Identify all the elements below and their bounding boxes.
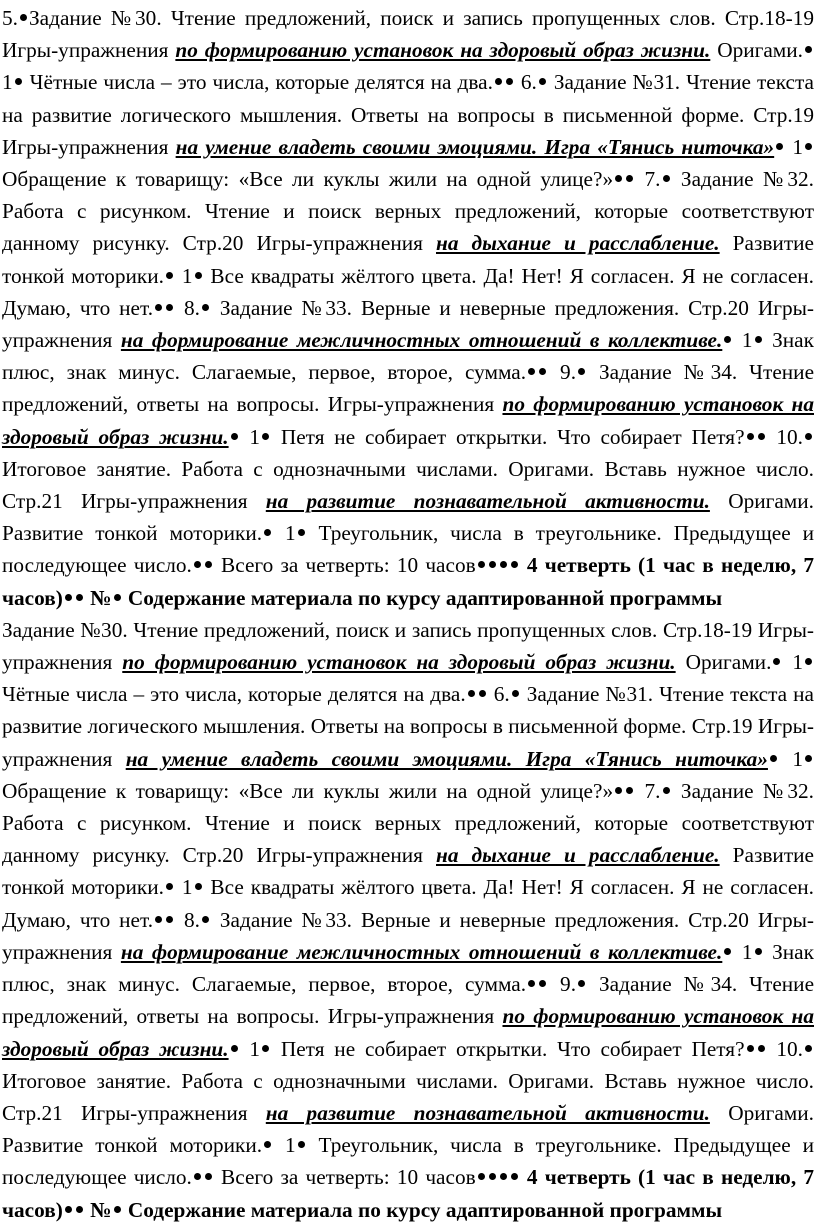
text-run: Задание №32. Работа с рисунком. Чтение и поиск верных предложений, которые соответствуют данному рисунку. Стр.20 Игры-упражнения [2,778,815,868]
bullet-dot-icon [805,46,812,53]
highlighted-topic: на формирование межличностных отношений в коллективе. [120,939,723,964]
bullet-dot-icon [805,1045,812,1052]
text-run: Всего за четверть: 10 часов [213,1165,476,1190]
text-run: 7. [635,778,661,803]
bullet-dot-icon [747,1045,754,1052]
text-run: Обращение к товарищу: «Все ли куклы жили на одной улице?» [2,778,614,803]
text-run: 1 [733,328,753,353]
text-run: Итоговое занятие. Работа с однозначными числами. Оригами. Вставь нужное число. Стр.21 Игры-упражнения [2,1068,814,1125]
text-run: 9. [548,360,577,385]
bullet-dot-icon [478,561,485,568]
bullet-dot-icon [489,1173,496,1180]
bullet-dot-icon [262,1045,269,1052]
text-run: Все квадраты жёлтого цвета. Да! Нет! Я согласен. Я не согласен. Думаю, что нет. [2,875,814,932]
text-run: 6. [487,682,510,707]
bullet-dot-icon [776,143,783,150]
bullet-dot-icon [202,916,209,923]
text-run: Обращение к товарищу: «Все ли куклы жили на одной улице?» [2,167,614,192]
text-run: Знак плюс, знак минус. Слагаемые, первое, второе, сумма. [2,328,814,385]
text-run: Развитие тонкой моторики. [2,231,814,288]
bullet-dot-icon [724,336,731,343]
text-run: Оригами. Развитие тонкой моторики. [2,489,815,546]
bullet-dot-icon [758,1045,765,1052]
text-run: 1 [174,875,193,900]
bullet-dot-icon [805,658,812,665]
bullet-dot-icon [770,755,777,762]
text-block-1 [2,2,814,614]
table-header-content: Содержание материала по курсу адаптированной программы [122,585,723,610]
bullet-dot-icon [539,980,546,987]
bullet-dot-icon [578,980,585,987]
bullet-dot-icon [506,78,513,85]
text-run: Задание №33. Верные и неверные предложения. Стр.20 Игры-упражнения [2,295,815,353]
text-run: 1 [273,1133,296,1158]
text-run: 1 [782,650,804,675]
bullet-dot-icon [194,1173,201,1180]
bullet-dot-icon [298,1141,305,1148]
text-run: 10. [766,1036,803,1061]
bullet-dot-icon [578,368,585,375]
bullet-dot-icon [539,368,546,375]
text-run: Знак плюс, знак минус. Слагаемые, первое, второе, сумма. [2,939,814,997]
table-header-number: № [84,585,112,610]
text-run: Все квадраты жёлтого цвета. Да! Нет! Я согласен. Я не согласен. Думаю, что нет. [2,263,814,320]
text-run: 1 [785,134,803,159]
bullet-dot-icon [15,78,22,85]
bullet-dot-icon [500,561,507,568]
bullet-dot-icon [724,948,731,955]
highlighted-topic: на развитие познавательной активности. [265,489,710,514]
bullet-dot-icon [166,916,173,923]
highlighted-topic: на умение владеть своими эмоциями. Игра «Тянись ниточка» [175,134,775,159]
text-run: Задание №31. Чтение текста на развитие логического мышления. Ответы на вопросы в письменной форме. Стр.19 Игры-упражнения [2,70,815,159]
bullet-dot-icon [489,561,496,568]
text-run: Петя не собирает открытки. Что собирает Петя? [271,1036,745,1061]
bullet-dot-icon [166,272,173,279]
highlighted-topic: на дыхание и расслабление. [436,231,720,256]
bullet-dot-icon [539,78,546,85]
bullet-dot-icon [755,948,762,955]
text-run: 10. [766,424,803,449]
text-run: 5. [2,6,18,30]
bullet-dot-icon [805,143,812,150]
bullet-dot-icon [205,1173,212,1180]
bullet-dot-icon [298,529,305,536]
bullet-dot-icon [114,594,121,601]
bullet-dot-icon [262,433,269,440]
text-run: Задание №31. Чтение текста на развитие логического мышления. Ответы на вопросы в письменной форме. Стр.19 Игры-упражнения [2,682,815,771]
text-run: 1 [2,70,13,95]
bullet-dot-icon [65,594,72,601]
bullet-dot-icon [615,175,622,182]
bullet-dot-icon [202,304,209,311]
bullet-dot-icon [663,175,670,182]
highlighted-topic: по формированию установок на здоровый образ жизни. [175,38,711,63]
text-run: Треугольник, числа в треугольнике. Предыдущее и последующее число. [2,1133,814,1190]
bullet-dot-icon [626,175,633,182]
bullet-dot-icon [155,916,162,923]
bullet-dot-icon [65,1206,72,1213]
bullet-dot-icon [155,304,162,311]
section-heading: 4 четверть (1 час в неделю, 7 часов) [2,553,814,610]
text-run: Всего за четверть: 10 часов [213,553,476,578]
bullet-dot-icon [478,1173,485,1180]
highlighted-topic: на развитие познавательной активности. [265,1100,710,1125]
text-run: Оригами. [710,38,804,63]
text-run: 1 [273,521,296,546]
bullet-dot-icon [495,78,502,85]
text-run: Треугольник, числа в треугольнике. Предыдущее и последующее число. [2,521,814,578]
table-header-content: Содержание материала по курсу адаптированной программы [122,1197,723,1222]
bullet-dot-icon [805,755,812,762]
text-run: Задание №34. Чтение предложений, ответы на вопросы. Игры-упражнения [2,972,815,1029]
text-run: 7. [635,167,661,192]
highlighted-topic: на формирование межличностных отношений в коллективе. [120,328,723,353]
text-run: 1 [733,939,753,964]
bullet-dot-icon [195,883,202,890]
bullet-dot-icon [194,561,201,568]
bullet-dot-icon [205,561,212,568]
bullet-dot-icon [468,690,475,697]
bullet-dot-icon [663,787,670,794]
bullet-dot-icon [747,433,754,440]
text-run: Итоговое занятие. Работа с однозначными числами. Оригами. Вставь нужное число. Стр.21 Игры-упражнения [2,456,814,514]
text-run: Задание №30. Чтение предложений, поиск и запись пропущенных слов. Стр.18-19 Игры-упражнения [2,6,814,63]
bullet-dot-icon [479,690,486,697]
bullet-dot-icon [511,1173,518,1180]
text-run: 1 [239,1036,261,1061]
text-run: Оригами. [675,650,772,675]
bullet-dot-icon [615,787,622,794]
bullet-dot-icon [511,561,518,568]
highlighted-topic: по формированию установок на здоровый образ жизни. [2,392,814,449]
text-run: 6. [514,70,537,95]
section-heading: 4 четверть (1 час в неделю, 7 часов) [2,1165,814,1222]
bullet-dot-icon [264,1141,271,1148]
bullet-dot-icon [76,594,83,601]
bullet-dot-icon [512,690,519,697]
text-run: Петя не собирает открытки. Что собирает Петя? [271,424,745,449]
text-run: 1 [239,424,261,449]
text-run: 9. [548,972,577,997]
text-run: 8. [175,295,200,320]
bullet-dot-icon [755,336,762,343]
bullet-dot-icon [773,658,780,665]
bullet-dot-icon [20,14,27,21]
highlighted-topic: по формированию установок на здоровый образ жизни. [122,650,676,675]
bullet-dot-icon [231,1045,238,1052]
table-header-number: № [84,1197,112,1222]
bullet-dot-icon [805,433,812,440]
text-run: 8. [175,907,200,932]
text-run: Развитие тонкой моторики. [2,843,814,900]
bullet-dot-icon [500,1173,507,1180]
text-run: Чётные числа – это числа, которые делятся на два. [2,682,466,707]
text-run: Задание №32. Работа с рисунком. Чтение и поиск верных предложений, которые соответствуют данному рисунку. Стр.20 Игры-упражнения [2,167,815,256]
text-run: Задание №33. Верные и неверные предложения. Стр.20 Игры-упражнения [2,907,815,964]
bullet-dot-icon [76,1206,83,1213]
bullet-dot-icon [195,272,202,279]
text-run: Задание №30. Чтение предложений, поиск и запись пропущенных слов. Стр.18-19 Игры-упражнения [2,617,814,675]
bullet-dot-icon [114,1206,121,1213]
text-run: 1 [174,263,193,288]
text-run: Чётные числа – это числа, которые делятся на два. [23,70,493,95]
bullet-dot-icon [528,368,535,375]
highlighted-topic: на дыхание и расслабление. [436,843,720,868]
highlighted-topic: на умение владеть своими эмоциями. Игра «Тянись ниточка» [125,746,768,771]
bullet-dot-icon [231,433,238,440]
bullet-dot-icon [264,529,271,536]
text-run: Оригами. Развитие тонкой моторики. [2,1100,815,1158]
text-block-2 [2,614,814,1226]
bullet-dot-icon [166,304,173,311]
bullet-dot-icon [626,787,633,794]
bullet-dot-icon [166,883,173,890]
bullet-dot-icon [528,980,535,987]
text-run: 1 [778,746,803,771]
highlighted-topic: по формированию установок на здоровый образ жизни. [2,1004,814,1061]
text-run: Задание №34. Чтение предложений, ответы на вопросы. Игры-упражнения [2,360,815,417]
bullet-dot-icon [758,433,765,440]
